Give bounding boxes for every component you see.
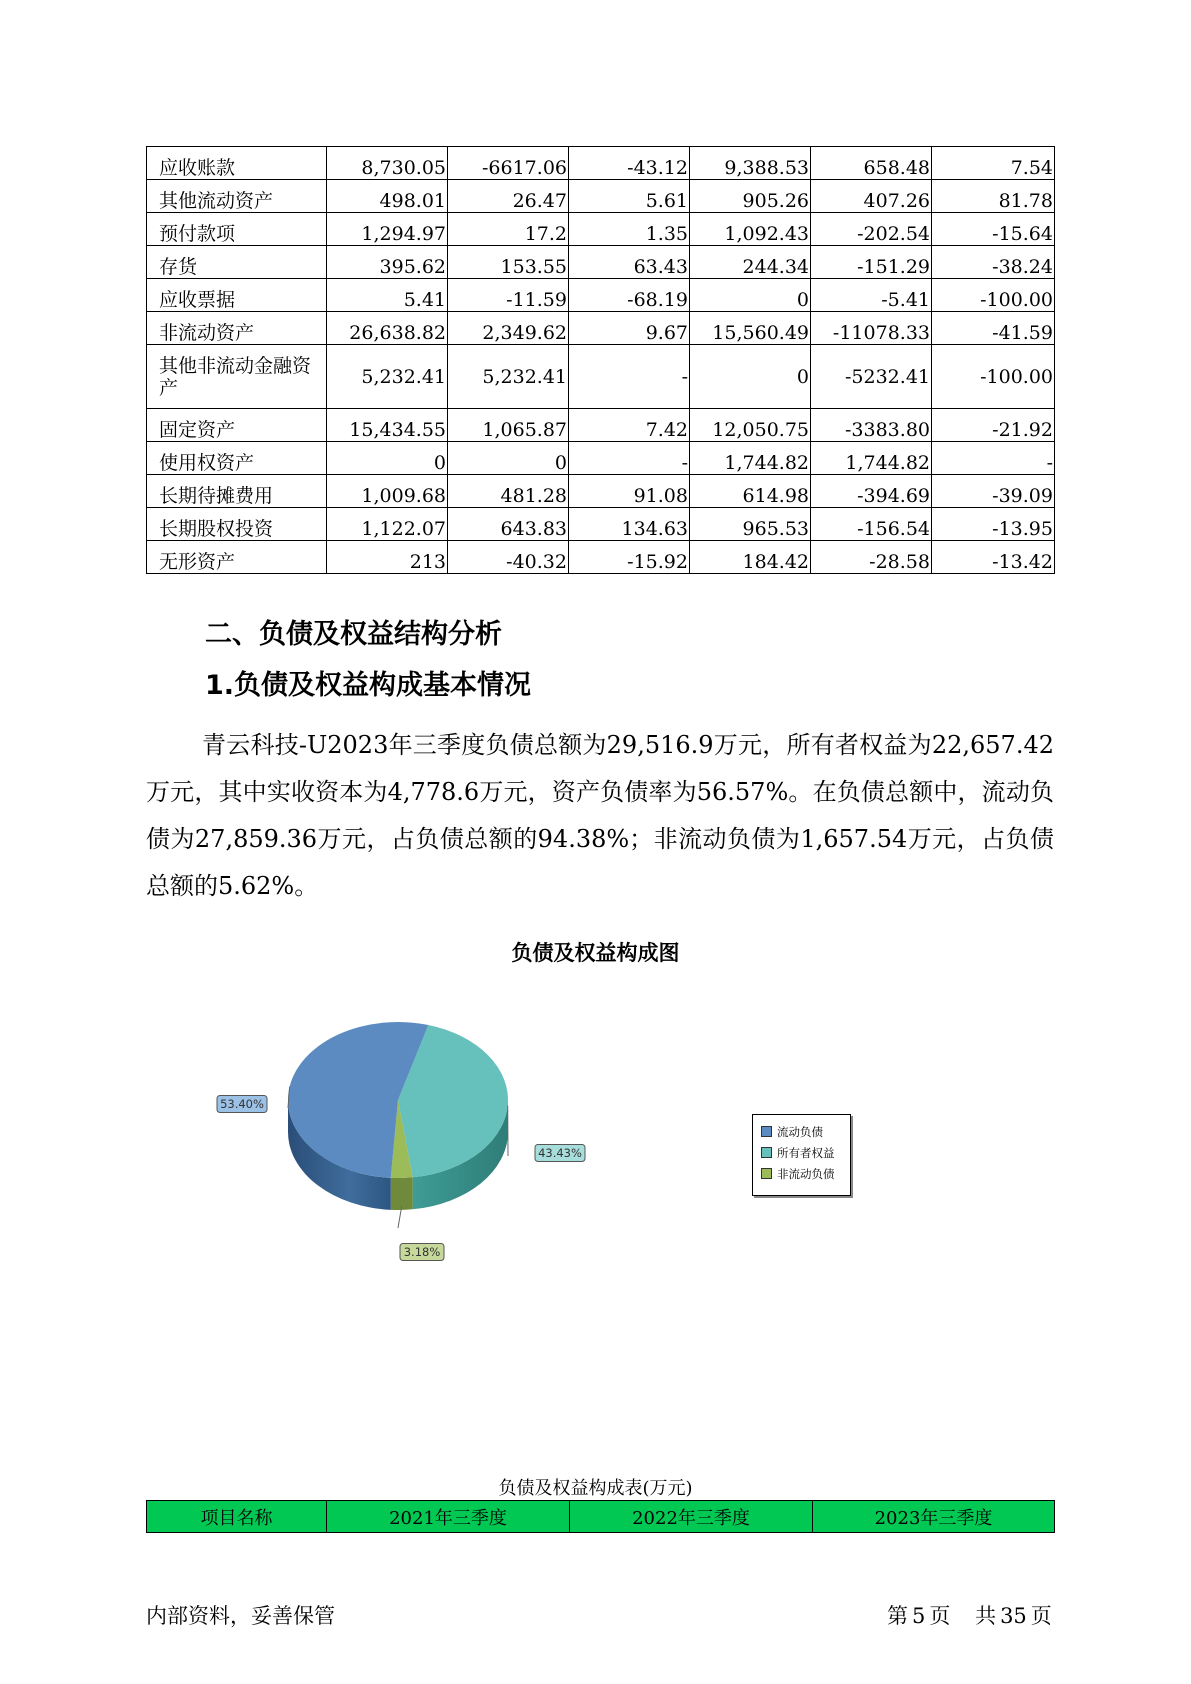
table-row	[147, 541, 1055, 574]
table-cell: -	[569, 345, 690, 409]
table-cell: 153.55	[448, 246, 569, 279]
table-row	[147, 442, 1055, 475]
table-cell: -5.41	[811, 279, 932, 312]
table-cell: 1,122.07	[327, 508, 448, 541]
table-cell: -5232.41	[811, 345, 932, 409]
table-cell: 15,434.55	[327, 409, 448, 442]
header-cell: 2021年三季度	[327, 1501, 570, 1533]
row-label: 其他流动资产	[147, 180, 327, 213]
table-row	[147, 312, 1055, 345]
table-caption: 负债及权益构成表(万元)	[498, 1478, 693, 1499]
table-cell: 0	[327, 442, 448, 475]
table-cell: -13.95	[932, 508, 1055, 541]
table-cell: -11.59	[448, 279, 569, 312]
table-cell: -41.59	[932, 312, 1055, 345]
legend-swatch	[761, 1147, 772, 1158]
row-label: 存货	[147, 246, 327, 279]
table-cell: 91.08	[569, 475, 690, 508]
table-cell: 26,638.82	[327, 312, 448, 345]
table-cell: -202.54	[811, 213, 932, 246]
table-row	[147, 345, 1055, 409]
table-cell: -3383.80	[811, 409, 932, 442]
table-cell: 213	[327, 541, 448, 574]
table-cell: 643.83	[448, 508, 569, 541]
table-cell: 134.63	[569, 508, 690, 541]
row-label: 无形资产	[147, 541, 327, 574]
table-cell: 8,730.05	[327, 147, 448, 180]
table-cell: 1,294.97	[327, 213, 448, 246]
row-label: 固定资产	[147, 409, 327, 442]
footer-confidential: 内部资料，妥善保管	[146, 1604, 335, 1628]
table-cell: -39.09	[932, 475, 1055, 508]
header-cell: 2022年三季度	[570, 1501, 813, 1533]
table-cell: -11078.33	[811, 312, 932, 345]
table-cell: -	[569, 442, 690, 475]
table-cell: 0	[690, 279, 811, 312]
row-label: 长期待摊费用	[147, 475, 327, 508]
section-subheading: 1.负债及权益构成基本情况	[205, 670, 532, 701]
row-label: 应收票据	[147, 279, 327, 312]
table-cell: 12,050.75	[690, 409, 811, 442]
row-label: 其他非流动金融资产	[147, 345, 327, 409]
table-cell: 9,388.53	[690, 147, 811, 180]
data-label: 43.43%	[538, 1146, 582, 1160]
table-cell: -40.32	[448, 541, 569, 574]
table-cell: -100.00	[932, 345, 1055, 409]
pie-chart	[200, 1010, 620, 1270]
table-cell: 9.67	[569, 312, 690, 345]
row-label: 使用权资产	[147, 442, 327, 475]
table-row	[147, 279, 1055, 312]
table-cell: 5.61	[569, 180, 690, 213]
table-cell: 244.34	[690, 246, 811, 279]
table-cell: 63.43	[569, 246, 690, 279]
table-cell: -6617.06	[448, 147, 569, 180]
table-cell: 17.2	[448, 213, 569, 246]
table-cell: -68.19	[569, 279, 690, 312]
legend-item: 所有者权益	[761, 1144, 835, 1162]
data-label: 3.18%	[403, 1245, 441, 1259]
table-cell: -13.42	[932, 541, 1055, 574]
asset-table	[146, 146, 1055, 574]
chart-legend	[752, 1114, 851, 1196]
table-cell: 81.78	[932, 180, 1055, 213]
table-cell: -43.12	[569, 147, 690, 180]
table-cell: 395.62	[327, 246, 448, 279]
section-heading: 二、负债及权益结构分析	[205, 619, 502, 650]
table-cell: 905.26	[690, 180, 811, 213]
table-cell: -100.00	[932, 279, 1055, 312]
table-cell: -38.24	[932, 246, 1055, 279]
table-cell: -15.64	[932, 213, 1055, 246]
table-row	[147, 180, 1055, 213]
table-row	[147, 409, 1055, 442]
row-label: 非流动资产	[147, 312, 327, 345]
page-number: 第 5 页 共 35 页	[887, 1604, 1052, 1628]
table-row	[147, 475, 1055, 508]
header-cell: 2023年三季度	[813, 1501, 1055, 1533]
table-cell: -21.92	[932, 409, 1055, 442]
table-cell: 26.47	[448, 180, 569, 213]
table-cell: 7.42	[569, 409, 690, 442]
table-cell: -	[932, 442, 1055, 475]
table-cell: 1,744.82	[690, 442, 811, 475]
table-cell: 5,232.41	[327, 345, 448, 409]
table-cell: -151.29	[811, 246, 932, 279]
table-row	[147, 508, 1055, 541]
table-cell: 184.42	[690, 541, 811, 574]
table-cell: 1,092.43	[690, 213, 811, 246]
table-cell: 498.01	[327, 180, 448, 213]
table-cell: 0	[448, 442, 569, 475]
table-cell: 5.41	[327, 279, 448, 312]
chart-title: 负债及权益构成图	[511, 941, 680, 965]
table-cell: 658.48	[811, 147, 932, 180]
liability-table	[146, 1500, 1055, 1533]
table-row	[147, 213, 1055, 246]
table-cell: 407.26	[811, 180, 932, 213]
table-row	[147, 246, 1055, 279]
table-cell: 481.28	[448, 475, 569, 508]
table-cell: 2,349.62	[448, 312, 569, 345]
row-label: 预付款项	[147, 213, 327, 246]
legend-item: 非流动负债	[761, 1165, 835, 1183]
table-cell: 7.54	[932, 147, 1055, 180]
table-cell: -156.54	[811, 508, 932, 541]
summary-paragraph: 青云科技-U2023年三季度负债总额为29,516.9万元，所有者权益为22,657.42万元，其中实收资本为4,778.6万元，资产负债率为56.57%。在负债总额中，流动负债为27,859.36万元，占负债总额的94.38%；非流动负债为1,657.54万元，占负债总额的5.62%。	[146, 731, 1054, 900]
table-cell: 1,009.68	[327, 475, 448, 508]
pie-slice-side	[391, 1177, 413, 1210]
table-cell: -15.92	[569, 541, 690, 574]
table-cell: 1,744.82	[811, 442, 932, 475]
table-cell: 1.35	[569, 213, 690, 246]
row-label: 长期股权投资	[147, 508, 327, 541]
table-cell: 614.98	[690, 475, 811, 508]
header-cell: 项目名称	[147, 1501, 327, 1533]
table-cell: 1,065.87	[448, 409, 569, 442]
table-cell: -28.58	[811, 541, 932, 574]
table-cell: -394.69	[811, 475, 932, 508]
row-label: 应收账款	[147, 147, 327, 180]
legend-swatch	[761, 1126, 772, 1137]
legend-item: 流动负债	[761, 1123, 823, 1141]
data-label: 53.40%	[220, 1097, 264, 1111]
table-cell: 15,560.49	[690, 312, 811, 345]
table-cell: 0	[690, 345, 811, 409]
table-cell: 5,232.41	[448, 345, 569, 409]
table-row	[147, 147, 1055, 180]
table-cell: 965.53	[690, 508, 811, 541]
legend-swatch	[761, 1168, 772, 1179]
